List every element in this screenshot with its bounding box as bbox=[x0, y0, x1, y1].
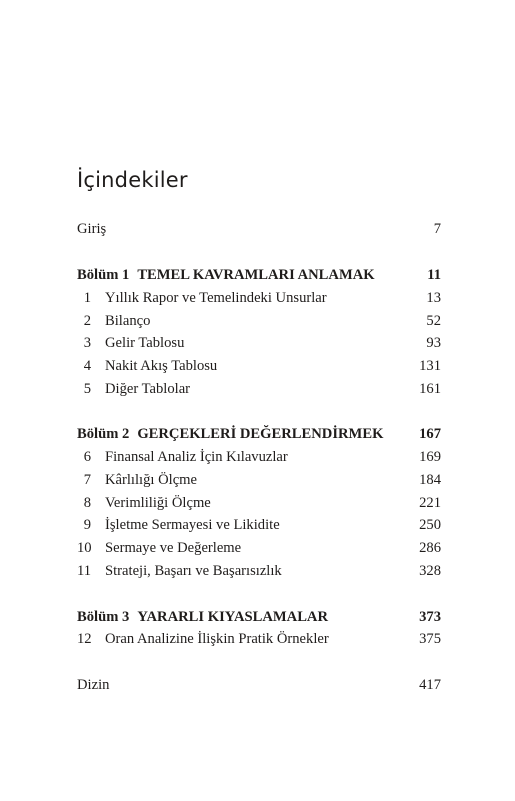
toc-chapter-title: Verimliliği Ölçme bbox=[105, 495, 211, 511]
toc-chapter-page: 161 bbox=[419, 381, 441, 397]
toc-chapter-number: 12 bbox=[77, 631, 92, 647]
toc-entry-index bbox=[77, 675, 441, 695]
toc-chapter-title: Gelir Tablosu bbox=[105, 335, 185, 351]
toc-chapter-page: 131 bbox=[419, 358, 441, 374]
toc-chapter-number: 6 bbox=[83, 449, 91, 465]
toc-chapter-1 bbox=[77, 288, 441, 308]
toc-chapter-title: Strateji, Başarı ve Başarısızlık bbox=[105, 563, 282, 579]
toc-chapter-number: 8 bbox=[83, 495, 91, 511]
toc-chapter-title: Diğer Tablolar bbox=[105, 381, 191, 397]
toc-entry-page: 7 bbox=[433, 221, 441, 237]
toc-part-page: 373 bbox=[419, 609, 441, 625]
toc-chapter-page: 328 bbox=[419, 563, 441, 579]
toc-chapter-3 bbox=[77, 333, 441, 353]
toc-chapter-title: Finansal Analiz İçin Kılavuzlar bbox=[105, 449, 288, 465]
toc-chapter-title: Yıllık Rapor ve Temelindeki Unsurlar bbox=[105, 290, 327, 306]
toc-chapter-number: 1 bbox=[83, 290, 91, 306]
toc-chapter-title: İşletme Sermayesi ve Likidite bbox=[105, 517, 280, 533]
toc-chapter-number: 4 bbox=[83, 358, 91, 374]
toc-chapter-4 bbox=[77, 356, 441, 376]
toc-chapter-page: 375 bbox=[419, 631, 441, 647]
toc-chapter-page: 93 bbox=[426, 335, 441, 351]
toc-chapter-number: 11 bbox=[77, 563, 92, 579]
toc-chapter-9 bbox=[77, 515, 441, 535]
toc-chapter-5 bbox=[77, 379, 441, 399]
toc-entry-page: 417 bbox=[419, 677, 441, 693]
toc-chapter-title: Oran Analizine İlişkin Pratik Örnekler bbox=[105, 631, 329, 647]
toc-part-title: YARARLI KIYASLAMALAR bbox=[137, 609, 329, 625]
toc-entry-title: Giriş bbox=[77, 221, 107, 237]
toc-part-title: GERÇEKLERİ DEĞERLENDİRMEK bbox=[137, 426, 384, 442]
toc-part-3 bbox=[77, 607, 441, 627]
toc-chapter-6 bbox=[77, 447, 441, 467]
toc-entry-intro bbox=[77, 219, 441, 239]
toc-chapter-page: 221 bbox=[419, 495, 441, 511]
toc-part-1 bbox=[77, 265, 441, 285]
toc-chapter-title: Kârlılığı Ölçme bbox=[105, 472, 197, 488]
toc-part-page: 11 bbox=[427, 267, 441, 283]
toc-chapter-number: 5 bbox=[83, 381, 91, 397]
toc-chapter-10 bbox=[77, 538, 441, 558]
toc-chapter-page: 52 bbox=[426, 313, 441, 329]
toc-part-2 bbox=[77, 424, 441, 444]
toc-heading: İçindekiler bbox=[77, 168, 188, 192]
toc-chapter-number: 7 bbox=[83, 472, 91, 488]
toc-part-label: Bölüm 3 bbox=[77, 609, 130, 625]
toc-chapter-title: Nakit Akış Tablosu bbox=[105, 358, 218, 374]
toc-chapter-8 bbox=[77, 493, 441, 513]
toc-chapter-page: 184 bbox=[419, 472, 441, 488]
toc-chapter-7 bbox=[77, 470, 441, 490]
toc-chapter-page: 13 bbox=[426, 290, 441, 306]
toc-chapter-12 bbox=[77, 629, 441, 649]
toc-chapter-page: 169 bbox=[419, 449, 441, 465]
toc-chapter-number: 10 bbox=[77, 540, 92, 556]
toc-entry-title: Dizin bbox=[77, 677, 110, 693]
toc-chapter-11 bbox=[77, 561, 441, 581]
toc-chapter-title: Bilanço bbox=[105, 313, 151, 329]
toc-chapter-title: Sermaye ve Değerleme bbox=[105, 540, 242, 556]
toc-chapter-number: 9 bbox=[83, 517, 91, 533]
toc-chapter-2 bbox=[77, 311, 441, 331]
toc-part-label: Bölüm 2 bbox=[77, 426, 130, 442]
toc-chapter-page: 286 bbox=[419, 540, 441, 556]
toc-part-title: TEMEL KAVRAMLARI ANLAMAK bbox=[137, 267, 375, 283]
toc-part-page: 167 bbox=[419, 426, 441, 442]
toc-chapter-number: 3 bbox=[83, 335, 91, 351]
toc-chapter-number: 2 bbox=[83, 313, 91, 329]
toc-part-label: Bölüm 1 bbox=[77, 267, 130, 283]
toc-chapter-page: 250 bbox=[419, 517, 441, 533]
